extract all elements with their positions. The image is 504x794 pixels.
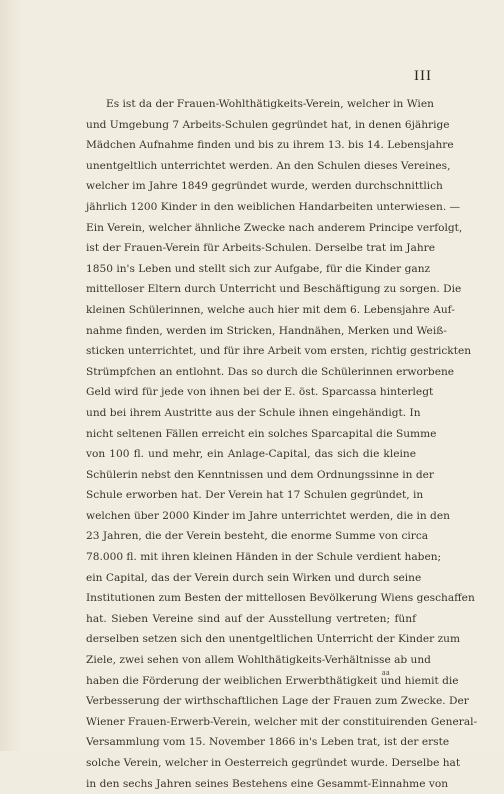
text-line: ist der Frauen-Verein für Arbeits-Schulen. Derselbe trat im Jahre [86, 242, 436, 255]
text-line: Strümpfchen an entlohnt. Das so durch die Schülerinnen erworbene [86, 365, 455, 378]
text-line: Ziele, zwei sehen von allem Wohlthätigkeits-Verhältnisse ab und [86, 654, 431, 667]
text-line: Schülerin nebst den Kenntnissen und dem Ordnungssinne in der [86, 468, 434, 481]
text-line: derselben setzen sich den unentgeltlichen Unterricht der Kinder zum [86, 633, 461, 646]
text-line: 1850 in's Leben und stellt sich zur Aufgabe, für die Kinder ganz [86, 262, 431, 275]
text-line: sticken unterrichtet, und für ihre Arbeit vom ersten, richtig gestrickten [86, 345, 472, 358]
text-line: welchen über 2000 Kinder im Jahre unterrichtet werden, die in den [86, 509, 450, 522]
page-spine-shadow [0, 0, 22, 751]
text-line: Geld wird für jede von ihnen bei der E. öst. Sparcassa hinterlegt [86, 386, 434, 399]
text-line: und Umgebung 7 Arbeits-Schulen gegründet hat, in denen 6jährige [86, 118, 450, 131]
text-line: 78.000 fl. mit ihren kleinen Händen in der Schule verdient haben; [86, 551, 442, 564]
page-number: III [414, 68, 432, 84]
text-line: Verbesserung der wirthschaftlichen Lage der Frauen zum Zwecke. Der [86, 695, 469, 708]
text-line: mittelloser Eltern durch Unterricht und Beschäftigung zu sorgen. Die [86, 283, 462, 296]
text-line: von 100 fl. und mehr, ein Anlage-Capital, das sich die kleine [86, 448, 416, 461]
body-text [86, 94, 478, 794]
text-line: haben die Förderung der weiblichen Erwerbthätigkeit und hiemit die [86, 674, 459, 687]
text-line: 23 Jahren, die der Verein besteht, die enorme Summe von circa [86, 530, 429, 543]
text-line: Es ist da der Frauen-Wohlthätigkeits-Verein, welcher in Wien [106, 98, 434, 110]
text-line: nicht seltenen Fällen erreicht ein solches Sparcapital die Summe [86, 427, 437, 440]
text-line: Mädchen Aufnahme finden und bis zu ihrem 13. bis 14. Lebensjahre [86, 139, 454, 152]
text-line: Versammlung vom 15. November 1866 in's Leben trat, ist der erste [86, 736, 450, 749]
text-line: hat. Sieben Vereine sind auf der Ausstellung vertreten; fünf [86, 612, 416, 625]
text-line: kleinen Schülerinnen, welche auch hier mit dem 6. Lebensjahre Auf- [86, 303, 455, 316]
text-line: Schule erworben hat. Der Verein hat 17 Schulen gegründet, in [86, 489, 424, 502]
text-line: und bei ihrem Austritte aus der Schule ihnen eingehändigt. In [86, 406, 421, 419]
text-line: Wiener Frauen-Erwerb-Verein, welcher mit der constituirenden General- [86, 715, 478, 728]
text-line: jährlich 1200 Kinder in den weiblichen Handarbeiten unterwiesen. — [86, 200, 461, 213]
text-line: ein Capital, das der Verein durch sein Wirken und durch seine [86, 571, 422, 584]
text-line: nahme finden, werden im Stricken, Handnähen, Merken und Weiß- [86, 324, 447, 337]
text-line: Ein Verein, welcher ähnliche Zwecke nach anderem Principe verfolgt, [86, 221, 463, 234]
text-line: Institutionen zum Besten der mittellosen Bevölkerung Wiens geschaffen [86, 592, 475, 605]
text-line: welcher im Jahre 1849 gegründet wurde, werden durchschnittlich [86, 180, 443, 193]
text-line: in den sechs Jahren seines Bestehens eine Gesammt-Einnahme von [86, 777, 449, 790]
printer-signature-mark: aa [382, 668, 391, 677]
text-line: unentgeltlich unterrichtet werden. An den Schulen dieses Vereines, [86, 159, 451, 172]
text-line: solche Verein, welcher in Oesterreich gegründet wurde. Derselbe hat [86, 757, 461, 769]
